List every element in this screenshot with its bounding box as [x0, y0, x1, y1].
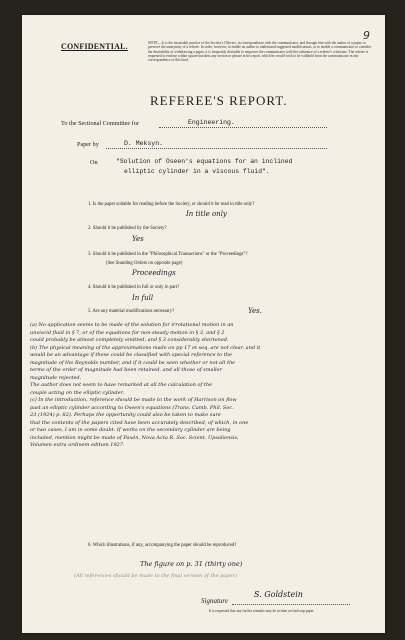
report-line: unviscid fluid in § 7, or of the equations for non-steady motion in § 3, and § 2: [30, 329, 225, 336]
question-6: 6. Which illustrations, if any, accompanying the paper should be reproduced?: [88, 543, 237, 548]
report-line: magnitude rejected.: [30, 374, 82, 381]
report-line: or two cases, I am in some doubt. If works on the secondary cylinder are being: [30, 427, 231, 433]
report-line: past an elliptic cylinder according to Oseen's equations (Trans. Camb. Phil. Soc.: [30, 404, 234, 411]
author-name: D. Meksyn.: [124, 140, 164, 147]
paper-title-line2: elliptic cylinder in a viscous fluid".: [124, 168, 270, 175]
report-line: (c) In the introduction, reference should be made to the work of Harrison on flow: [30, 397, 237, 403]
report-line: could probably be almost completely omitted, and § 3 considerably shortened.: [30, 337, 229, 343]
report-line: magnitude of the Reynolds number, and if it could be seen whether or not all the: [30, 359, 236, 366]
answer-6-faint-note: (All references should be made to the final version of the paper): [74, 573, 237, 579]
answer-1: In title only: [186, 210, 227, 218]
committee-label: To the Sectional Committee for: [61, 120, 139, 127]
report-body: [30, 322, 380, 450]
signature-label: Signature: [201, 597, 228, 605]
answer-3: Proceedings: [132, 269, 176, 277]
question-3: 3. Should it be published in the "Philosophical Transactions" or the "Proceedings"?: [88, 252, 248, 257]
report-title: REFEREE'S REPORT.: [150, 93, 288, 108]
answer-6: The figure on p. 31 (thirty one): [140, 560, 243, 568]
question-2: 2. Should it be published by the Society?: [88, 226, 167, 231]
question-3-note: (See Standing Orders on opposite page): [106, 261, 183, 266]
report-line: Volumen extra ordinem editum 1927.: [30, 442, 125, 448]
question-1: 1. Is the paper suitable for reading before the Society, or should it be read in title only?: [88, 202, 255, 207]
report-line: that the contents of the papers cited have been accurately described, of which, in one: [30, 419, 249, 426]
footer-note: It is requested that any further remarks may be written on foolscap paper.: [209, 609, 315, 613]
report-line: terms of the order of magnitude had been retained, and all those of smaller: [30, 367, 223, 373]
report-line: couple acting on the elliptic cylinder.: [30, 389, 124, 396]
answer-5: Yes.: [248, 307, 262, 315]
report-line: The author does not seem to have remarked at all the calculation of the: [30, 382, 213, 388]
paper-on-label: On: [90, 159, 98, 166]
answer-4: In full: [132, 294, 154, 302]
report-line: (a) No application seems to be made of the solution for irrotational motion in an: [30, 322, 234, 328]
report-line: would be an advantage if these could be classified with special reference to the: [30, 352, 232, 358]
report-line: 23 (1924) p. 82). Perhaps the opportunity could also be taken to make sure: [30, 412, 221, 418]
answer-2: Yes: [132, 235, 144, 243]
committee-line: [159, 127, 327, 128]
report-sheet: [22, 15, 385, 633]
question-5: 5. Are any material modifications necessary?: [88, 309, 175, 314]
committee-value: Engineering.: [188, 119, 235, 126]
report-line: included, mention might be made of Faxén, Nova Acta R. Soc. Scient. Upsaliensis,: [30, 434, 239, 441]
folio-number: 9: [363, 29, 370, 42]
author-line: [106, 148, 327, 149]
confidential-heading: CONFIDENTIAL.: [61, 42, 128, 51]
question-4: 4. Should it be published in full or only in part?: [88, 285, 180, 290]
paper-by-label: Paper by: [77, 141, 99, 148]
paper-title-line1: "Solution of Oseen's equations for an inclined: [116, 158, 293, 165]
signature-line: [232, 604, 350, 605]
report-line: (b) The physical meaning of the approximations made on pp 17 et seq. are not clear, and it: [30, 344, 261, 351]
confidential-notes: NOTE.—It is the invariable practice of the Society's Officers, in correspondence with the communicator, and through him with the author of a paper, to preserve the anonymity of a referee. In order, however, to enable an author to understand suggested modifications, or to enable a communicator to consider the desirability of withdrawing a paper, it is frequently desirable to empower the communicator with the substance of a referee's criticisms. The referee is requested to enclose within square brackets any section or phrase in his report, which he would wish to be withheld from the communicator in any correspondence of this kind.: [148, 41, 372, 63]
signature-value: S. Goldstein: [254, 590, 303, 599]
